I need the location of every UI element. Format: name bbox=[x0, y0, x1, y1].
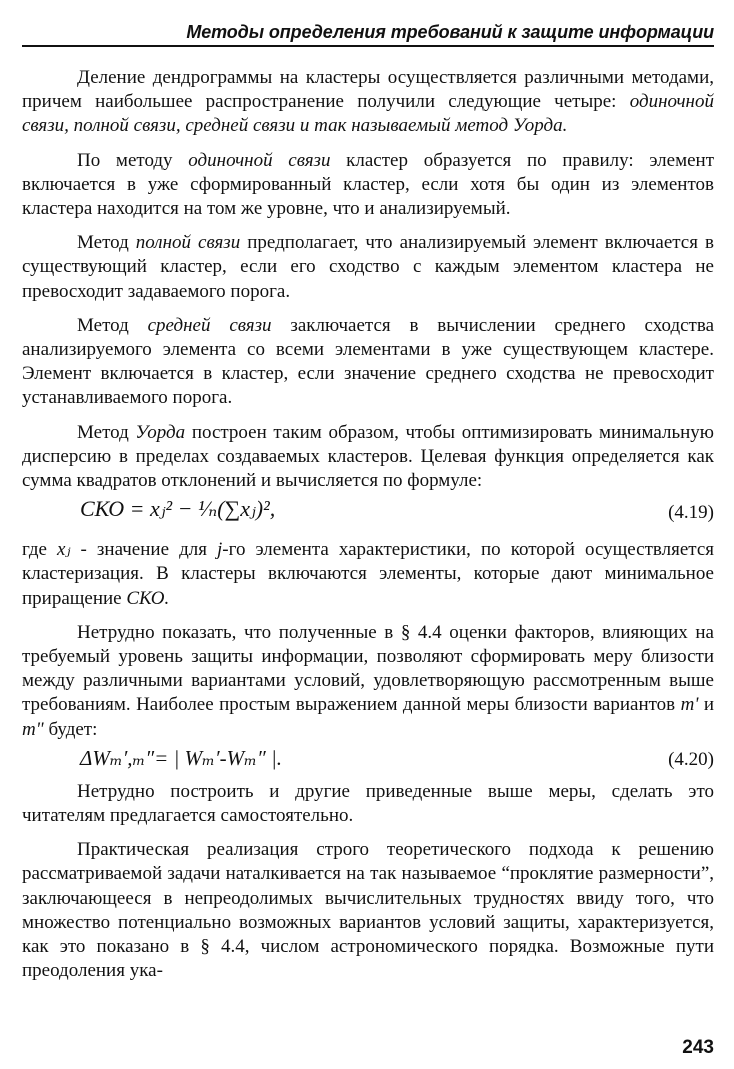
paragraph-text: будет: bbox=[43, 718, 98, 740]
variable-j: j bbox=[217, 539, 223, 561]
equation-4-19 bbox=[22, 493, 714, 538]
paragraph-text: предполагает, что анализируемый элемент включается в существующий кластер, если его сходство с каждым элементом кластера не превосходит задаваемого порога. bbox=[22, 232, 714, 302]
paragraph-text: - значение для bbox=[70, 539, 218, 561]
variable-m-prime: m' bbox=[680, 694, 699, 716]
paragraph-other-measures bbox=[22, 780, 714, 828]
paragraph-text: Практическая реализация строго теоретического подхода к решению рассматриваемой задачи наталкивается на так называемое “проклятие размерности”, заключающееся в непреодолимых вычислительных трудностях ввиду того, что множество потенциально возможных вариантов условий защиты, характеризуется, как это показано в § 4.4, числом астрономического порядка. Возможные пути преодоления ука- bbox=[22, 839, 714, 982]
paragraph-text: По методу bbox=[77, 149, 189, 171]
paragraph-curse-of-dimensionality bbox=[22, 838, 714, 983]
term-average-link: средней связи bbox=[147, 314, 272, 336]
term-complete-link: полной связи bbox=[135, 232, 241, 254]
paragraph-text: построен таким образом, чтобы оптимизировать минимальную дисперсию в пределах создаваемых кластеров. Целевая функция определяется как сумма квадратов отклонений и вычисляется по формуле: bbox=[22, 421, 714, 492]
paragraph-proximity-measure bbox=[22, 621, 714, 742]
paragraph-ward-method bbox=[22, 421, 714, 494]
equation-number: (4.20) bbox=[668, 748, 714, 770]
paragraph-where bbox=[22, 538, 714, 611]
paragraph-gap bbox=[22, 304, 714, 314]
book-page bbox=[22, 14, 714, 1059]
page-body bbox=[22, 66, 714, 984]
paragraph-text: заключается в вычислении среднего сходства анализируемого элемента со всеми элементами в уже существующем кластере. Элемент включается в кластер, если значение среднего сходства не превосходит устанавливаемого порога. bbox=[22, 314, 714, 409]
paragraph-text: -го элемента характеристики, по которой осуществляется кластеризация. В кластеры включаются элементы, которые дают минимальное приращение bbox=[22, 539, 715, 609]
equation-number: (4.19) bbox=[668, 502, 714, 524]
equation-4-20 bbox=[22, 742, 714, 780]
equation-formula: ΔWₘ′,ₘ″= | Wₘ′-Wₘ″ |. bbox=[80, 745, 282, 770]
paragraph-gap bbox=[22, 221, 714, 231]
paragraph-complete-link bbox=[22, 231, 714, 304]
paragraph-text: Метод bbox=[77, 314, 148, 336]
page-number: 243 bbox=[682, 1037, 714, 1058]
paragraph-text: Нетрудно построить и другие приведенные выше меры, сделать это читателям предлагается самостоятельно. bbox=[22, 780, 714, 827]
paragraph-text: и bbox=[698, 694, 714, 716]
variable-m-double-prime: m" bbox=[22, 718, 44, 740]
paragraph-single-link bbox=[22, 149, 714, 222]
paragraph-gap bbox=[22, 411, 714, 421]
paragraph-gap bbox=[22, 828, 714, 838]
paragraph-text: Нетрудно показать, что полученные в § 4.4 оценки факторов, влияющих на требуемый уровень защиты информации, позволяют сформировать меру близости между различными вариантами условий, удовлетворяющую рассмотренным выше требованиям. Наиболее простым выражением данной меры близости вариантов bbox=[22, 621, 714, 716]
paragraph-clustering-methods bbox=[22, 66, 714, 139]
term-sko: СКО. bbox=[126, 587, 170, 609]
term-ward: Уорда bbox=[135, 421, 186, 443]
paragraph-text: Деление дендрограммы на кластеры осуществляется различными методами, причем наибольшее распространение получили следующие четыре: bbox=[22, 67, 714, 113]
equation-formula: СКО = xⱼ² − ¹⁄ₙ(∑xⱼ)², bbox=[80, 496, 276, 522]
running-header: Методы определения требований к защите информации bbox=[22, 14, 714, 47]
paragraph-average-link bbox=[22, 314, 714, 411]
term-single-link: одиночной связи bbox=[188, 149, 331, 171]
paragraph-gap bbox=[22, 611, 714, 621]
paragraph-text: кластер образуется по правилу: элемент включается в уже сформированный кластер, если хотя бы один из элементов кластера находится на том же уровне, что и анализируемый. bbox=[22, 149, 714, 220]
variable-xj: xⱼ bbox=[57, 539, 71, 561]
method-list-text: одиночной связи, полной связи, средней связи и так называемый метод Уорда. bbox=[22, 91, 714, 137]
paragraph-text: Метод bbox=[77, 421, 136, 443]
paragraph-text: Метод bbox=[77, 232, 136, 254]
paragraph-text: где bbox=[22, 539, 58, 561]
paragraph-gap bbox=[22, 139, 714, 149]
